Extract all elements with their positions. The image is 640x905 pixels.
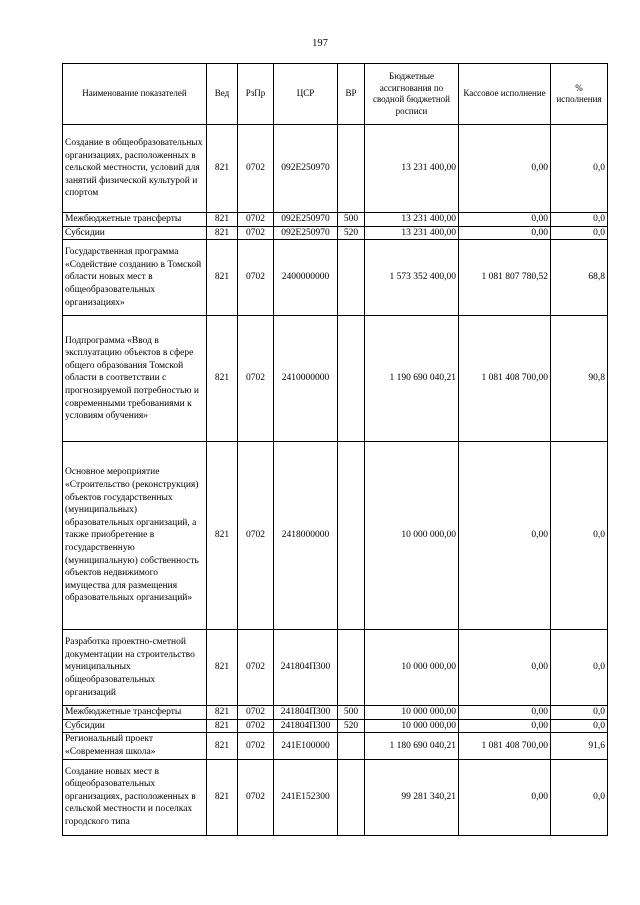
row-csr: 092Е250970 [274, 213, 338, 227]
row-cash: 0,00 [459, 759, 551, 835]
row-name: Основное мероприятие «Строительство (реконструкция) объектов государственных (муниципальных) образовательных организаций, а также приобретение в государственную (муниципальную) собственность объектов недвижимого имущества для размещения образовательных организаций» [63, 442, 207, 630]
row-ved: 821 [207, 630, 238, 706]
row-vr: 500 [338, 213, 365, 227]
row-percent: 0,0 [551, 213, 608, 227]
row-budget: 10 000 000,00 [365, 706, 459, 720]
header-name: Наименование показателей [63, 64, 207, 125]
row-budget: 13 231 400,00 [365, 226, 459, 240]
budget-execution-table [62, 63, 608, 836]
row-name: Разработка проектно-сметной документации на строительство муниципальных общеобразовательных организаций [63, 630, 207, 706]
row-ved: 821 [207, 316, 238, 442]
table-row [63, 240, 608, 316]
row-rzpr: 0702 [238, 719, 274, 733]
row-vr [338, 125, 365, 213]
row-csr: 241804П300 [274, 719, 338, 733]
row-percent: 91,6 [551, 733, 608, 759]
row-csr: 241Е152300 [274, 759, 338, 835]
row-percent: 0,0 [551, 226, 608, 240]
row-name: Субсидии [63, 226, 207, 240]
row-vr: 520 [338, 719, 365, 733]
table-row [63, 733, 608, 759]
row-csr: 2410000000 [274, 316, 338, 442]
row-csr: 241804П300 [274, 630, 338, 706]
row-name: Межбюджетные трансферты [63, 706, 207, 720]
row-budget: 13 231 400,00 [365, 213, 459, 227]
row-csr: 092Е250970 [274, 125, 338, 213]
row-cash: 0,00 [459, 719, 551, 733]
row-percent: 90,8 [551, 316, 608, 442]
row-name: Государственная программа «Содействие созданию в Томской области новых мест в общеобразовательных организациях» [63, 240, 207, 316]
table-row [63, 442, 608, 630]
row-csr: 241804П300 [274, 706, 338, 720]
row-rzpr: 0702 [238, 706, 274, 720]
row-vr [338, 630, 365, 706]
table-row [63, 226, 608, 240]
row-name: Субсидии [63, 719, 207, 733]
row-rzpr: 0702 [238, 759, 274, 835]
row-ved: 821 [207, 442, 238, 630]
table-row [63, 213, 608, 227]
row-rzpr: 0702 [238, 125, 274, 213]
row-ved: 821 [207, 213, 238, 227]
table-row [63, 125, 608, 213]
row-budget: 13 231 400,00 [365, 125, 459, 213]
row-name: Создание новых мест в общеобразовательных организациях, расположенных в сельской местности и поселках городского типа [63, 759, 207, 835]
table-row [63, 706, 608, 720]
header-ved: Вед [207, 64, 238, 125]
row-cash: 0,00 [459, 706, 551, 720]
row-vr [338, 316, 365, 442]
row-cash: 1 081 408 700,00 [459, 733, 551, 759]
row-budget: 1 573 352 400,00 [365, 240, 459, 316]
row-cash: 0,00 [459, 630, 551, 706]
row-percent: 68,8 [551, 240, 608, 316]
row-name: Межбюджетные трансферты [63, 213, 207, 227]
row-ved: 821 [207, 733, 238, 759]
row-vr [338, 759, 365, 835]
row-vr: 500 [338, 706, 365, 720]
row-name: Региональный проект «Современная школа» [63, 733, 207, 759]
row-budget: 99 281 340,21 [365, 759, 459, 835]
row-percent: 0,0 [551, 759, 608, 835]
row-vr: 520 [338, 226, 365, 240]
table-row [63, 759, 608, 835]
row-ved: 821 [207, 240, 238, 316]
row-ved: 821 [207, 226, 238, 240]
row-rzpr: 0702 [238, 733, 274, 759]
row-percent: 0,0 [551, 442, 608, 630]
row-cash: 0,00 [459, 125, 551, 213]
row-percent: 0,0 [551, 706, 608, 720]
row-budget: 10 000 000,00 [365, 442, 459, 630]
table-row [63, 316, 608, 442]
row-csr: 2400000000 [274, 240, 338, 316]
header-csr: ЦСР [274, 64, 338, 125]
table-row [63, 719, 608, 733]
row-rzpr: 0702 [238, 442, 274, 630]
row-rzpr: 0702 [238, 213, 274, 227]
header-rzpr: РзПр [238, 64, 274, 125]
row-csr: 2418000000 [274, 442, 338, 630]
row-rzpr: 0702 [238, 226, 274, 240]
row-cash: 1 081 408 700,00 [459, 316, 551, 442]
row-percent: 0,0 [551, 630, 608, 706]
row-cash: 0,00 [459, 213, 551, 227]
row-vr [338, 240, 365, 316]
row-name: Подпрограмма «Ввод в эксплуатацию объектов в сфере общего образования Томской области в соответствии с прогнозируемой потребностью и современными требованиями к условиям обучения» [63, 316, 207, 442]
row-ved: 821 [207, 719, 238, 733]
row-name: Создание в общеобразовательных организациях, расположенных в сельской местности, условий для занятий физической культурой и спортом [63, 125, 207, 213]
header-vr: ВР [338, 64, 365, 125]
row-cash: 0,00 [459, 226, 551, 240]
row-ved: 821 [207, 759, 238, 835]
row-budget: 10 000 000,00 [365, 719, 459, 733]
row-ved: 821 [207, 125, 238, 213]
row-cash: 1 081 807 780,52 [459, 240, 551, 316]
row-vr [338, 442, 365, 630]
table-row [63, 630, 608, 706]
row-csr: 092Е250970 [274, 226, 338, 240]
row-rzpr: 0702 [238, 240, 274, 316]
table-header-row [63, 64, 608, 125]
row-csr: 241Е100000 [274, 733, 338, 759]
page-number: 197 [312, 38, 328, 49]
header-budget: Бюджетные ассигнования по сводной бюджетной росписи [365, 64, 459, 125]
row-rzpr: 0702 [238, 630, 274, 706]
row-budget: 1 190 690 040,21 [365, 316, 459, 442]
row-rzpr: 0702 [238, 316, 274, 442]
row-budget: 10 000 000,00 [365, 630, 459, 706]
row-ved: 821 [207, 706, 238, 720]
row-vr [338, 733, 365, 759]
row-percent: 0,0 [551, 719, 608, 733]
header-percent: % исполнения [551, 64, 608, 125]
row-budget: 1 180 690 040,21 [365, 733, 459, 759]
row-cash: 0,00 [459, 442, 551, 630]
row-percent: 0,0 [551, 125, 608, 213]
header-cash: Кассовое исполнение [459, 64, 551, 125]
